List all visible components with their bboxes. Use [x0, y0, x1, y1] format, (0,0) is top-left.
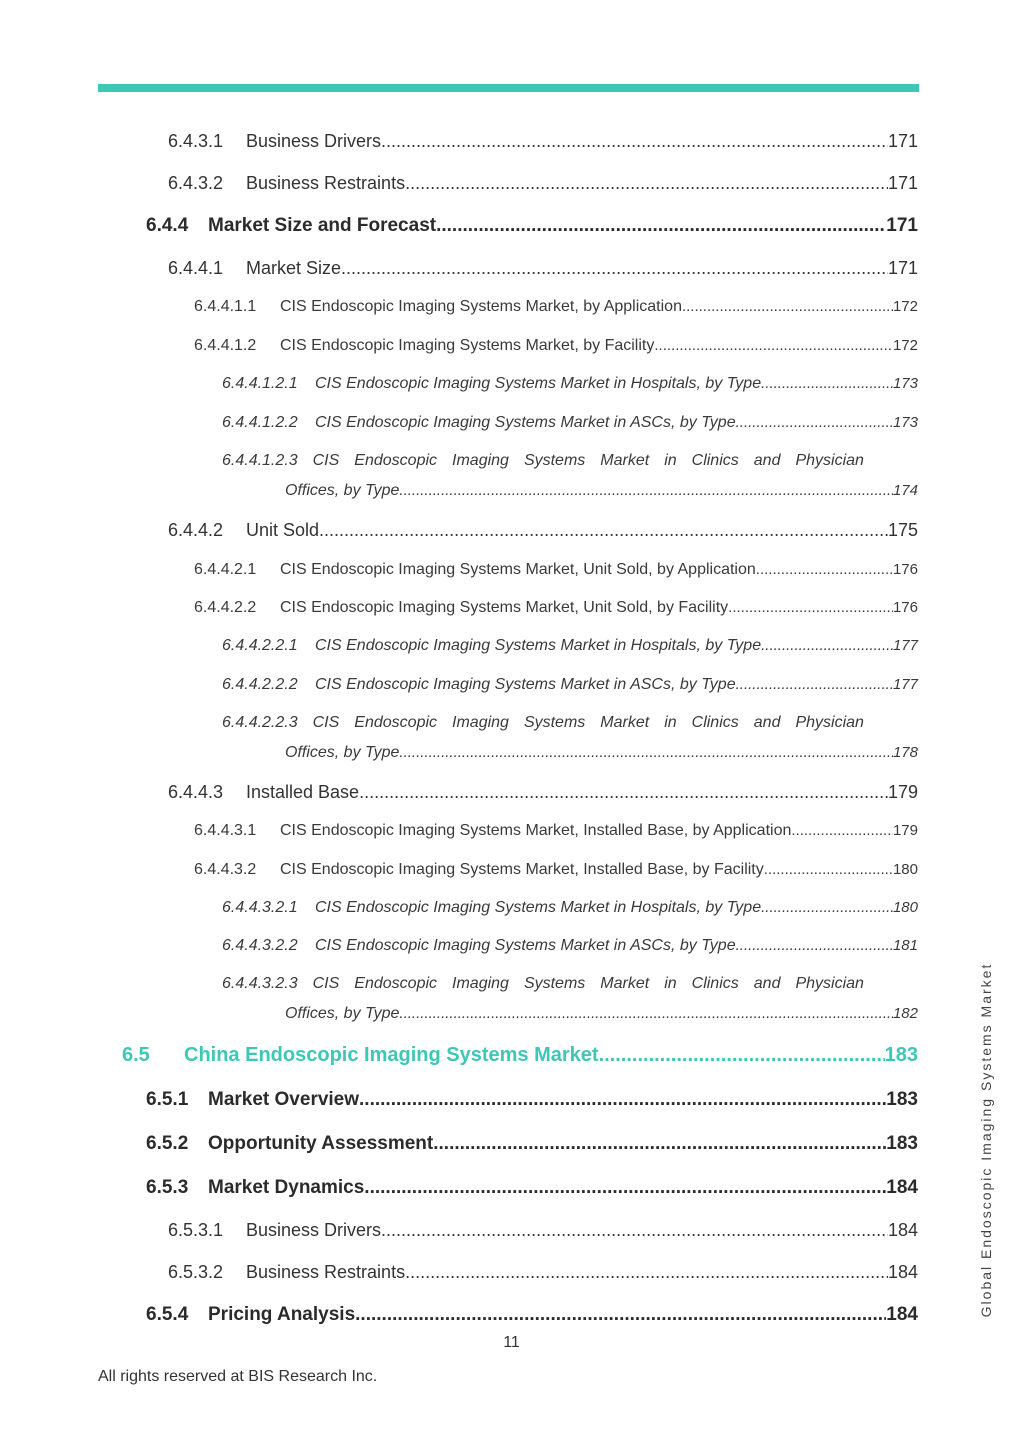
toc-entry-title-word: Endoscopic: [354, 975, 438, 992]
toc-entry[interactable]: [222, 637, 918, 655]
toc-entry-title: Offices, by Type: [285, 482, 400, 499]
dot-leader: [399, 1005, 893, 1022]
toc-entry-page: 177: [892, 637, 918, 654]
toc-entry-title: CIS Endoscopic Imaging Systems Market in ASCs, by Type: [315, 937, 736, 954]
dot-leader: [756, 561, 893, 578]
toc-entry-number: 6.4.4.3.2.2: [222, 937, 298, 954]
toc-entry-page: 179: [887, 782, 918, 802]
toc-entry-number: 6.5: [122, 1044, 150, 1066]
toc-entry-title: CIS Endoscopic Imaging Systems Market, by Application: [280, 298, 682, 315]
toc-entry-title-word: Imaging: [452, 452, 509, 469]
toc-entry[interactable]: [168, 173, 918, 194]
toc-entry[interactable]: [168, 520, 918, 541]
toc-entry-page: 184: [887, 1220, 918, 1240]
toc-entry-title: Business Restraints: [246, 173, 406, 193]
toc-entry-page: 183: [886, 1133, 918, 1154]
toc-entry-title-word: in: [664, 714, 677, 731]
toc-entry-number: 6.4.4: [146, 215, 189, 236]
toc-entry-page: 184: [887, 1262, 918, 1282]
toc-entry-title-word: and: [753, 975, 781, 992]
toc-entry-page: 173: [892, 414, 918, 431]
toc-entry-title-word: Endoscopic: [354, 452, 438, 469]
toc-entry[interactable]: [194, 298, 918, 316]
toc-entry-title-word: and: [753, 714, 781, 731]
toc-entry-number: 6.4.4.1.2.3: [222, 452, 298, 469]
toc-entry-number: 6.4.3.1: [168, 131, 224, 151]
dot-leader: [319, 520, 888, 541]
toc-entry-title: Business Drivers: [246, 1220, 382, 1240]
dot-leader: [436, 215, 886, 237]
dot-leader: [736, 676, 893, 693]
toc-entry-page: 180: [892, 899, 918, 916]
toc-entry-page: 175: [887, 520, 918, 540]
toc-entry-title: Offices, by Type: [285, 1005, 400, 1022]
toc-entry-page: 174: [892, 482, 918, 499]
dot-leader: [736, 937, 893, 954]
toc-entry-title-word: Systems: [523, 452, 586, 469]
toc-entry-number: 6.4.4.3.2.3: [222, 975, 298, 992]
dot-leader: [599, 1044, 885, 1067]
dot-leader: [359, 782, 888, 803]
toc-entry-title: Opportunity Assessment: [208, 1133, 434, 1154]
toc-entry-number: 6.4.4.2.1: [194, 561, 257, 578]
toc-entry-title: CIS Endoscopic Imaging Systems Market in Hospitals, by Type: [315, 375, 762, 392]
toc-entry-title-word: CIS: [312, 714, 340, 731]
dot-leader: [761, 637, 893, 654]
toc-entry-number: 6.4.4.3: [168, 782, 224, 802]
toc-entry[interactable]: [194, 599, 918, 617]
toc-entry-number: 6.4.4.2.2: [194, 599, 257, 616]
toc-entry-title: CIS Endoscopic Imaging Systems Market, Unit Sold, by Application: [280, 561, 756, 578]
dot-leader: [791, 822, 893, 839]
dot-leader: [381, 1220, 888, 1241]
toc-entry-page: 182: [892, 1005, 918, 1022]
toc-entry-title: CIS Endoscopic Imaging Systems Market, Installed Base, by Facility: [280, 861, 764, 878]
toc-entry-number: 6.4.3.2: [168, 173, 224, 193]
toc-entry-page: 171: [887, 131, 918, 151]
toc-entry-title-word: Physician: [795, 714, 864, 731]
dot-leader: [399, 744, 893, 761]
toc-entry-title-word: Clinics: [691, 975, 739, 992]
toc-entry-number: 6.5.2: [146, 1133, 189, 1154]
toc-entry-title-word: in: [664, 452, 677, 469]
toc-section-entry[interactable]: [146, 215, 918, 237]
dot-leader: [405, 1262, 888, 1283]
toc-entry-number: 6.4.4.1.2.1: [222, 375, 298, 392]
toc-entry-number: 6.4.4.2.2.1: [222, 637, 298, 654]
toc-entry-title: Market Dynamics: [208, 1177, 365, 1198]
toc-entry-page: 173: [892, 375, 918, 392]
toc-entry-number: 6.4.4.1: [168, 258, 224, 278]
toc-entry[interactable]: [168, 782, 918, 803]
toc-entry-title-word: Imaging: [452, 975, 509, 992]
toc-entry-title-word: CIS: [312, 452, 340, 469]
toc-entry-page: 178: [892, 744, 918, 761]
toc-entry-page: 171: [887, 173, 918, 193]
toc-entry-page: 176: [892, 599, 918, 616]
side-title-text: Global Endoscopic Imaging Systems Market: [978, 962, 994, 1318]
toc-entry-number: 6.4.4.2.2.2: [222, 676, 298, 693]
toc-entry-page: 179: [892, 822, 918, 839]
toc-entry-number: 6.4.4.1.1: [194, 298, 257, 315]
toc-entry-number: 6.4.4.1.2.2: [222, 414, 298, 431]
dot-leader: [341, 258, 888, 279]
toc-entry-title: CIS Endoscopic Imaging Systems Market, Unit Sold, by Facility: [280, 599, 729, 616]
toc-entry-page: 171: [886, 215, 918, 236]
toc-entry-title: Offices, by Type: [285, 744, 400, 761]
toc-entry-title: CIS Endoscopic Imaging Systems Market, Installed Base, by Application: [280, 822, 792, 839]
toc-entry-title: Installed Base: [246, 782, 360, 802]
toc-entry-title: Unit Sold: [246, 520, 320, 540]
dot-leader: [728, 599, 893, 616]
toc-entry-title-word: CIS: [312, 975, 340, 992]
toc-entry-page: 177: [892, 676, 918, 693]
toc-entry[interactable]: [194, 822, 918, 840]
dot-leader: [736, 414, 893, 431]
toc-entry-number: 6.4.4.2: [168, 520, 224, 540]
toc-entry-title: Market Size and Forecast: [208, 215, 437, 236]
toc-entry[interactable]: [168, 258, 918, 279]
toc-entry-page: 172: [892, 298, 918, 315]
toc-entry[interactable]: [222, 375, 918, 393]
toc-entry-title-word: Systems: [523, 714, 586, 731]
toc-entry-number: 6.5.1: [146, 1089, 189, 1110]
toc-entry-page: 171: [887, 258, 918, 278]
toc-entry-title-word: and: [753, 452, 781, 469]
toc-entry-page: 183: [886, 1089, 918, 1110]
toc-entry[interactable]: [168, 1220, 918, 1241]
toc-entry-title-word: Systems: [523, 975, 586, 992]
toc-entry[interactable]: [194, 561, 918, 579]
toc-entry-title-word: Market: [600, 714, 650, 731]
toc-entry-title-word: in: [664, 975, 677, 992]
toc-entry-title: Business Restraints: [246, 1262, 406, 1282]
toc-entry-number: 6.4.4.3.2: [194, 861, 257, 878]
toc-entry-title: Market Size: [246, 258, 342, 278]
footer-copyright: All rights reserved at BIS Research Inc.: [98, 1368, 378, 1385]
toc-entry-number: 6.4.4.1.2: [194, 337, 257, 354]
toc-entry-number: 6.4.4.3.2.1: [222, 899, 298, 916]
dot-leader: [405, 173, 888, 194]
toc-entry-title-word: Physician: [795, 975, 864, 992]
toc-entry-page: 176: [892, 561, 918, 578]
toc-entry-title: Market Overview: [208, 1089, 360, 1110]
page-number: 11: [503, 1334, 520, 1351]
toc-entry-title-word: Clinics: [691, 714, 739, 731]
toc-entry-page: 184: [886, 1177, 918, 1198]
dot-leader: [364, 1177, 886, 1199]
toc-entry-title: CIS Endoscopic Imaging Systems Market in Hospitals, by Type: [315, 899, 762, 916]
dot-leader: [682, 298, 893, 315]
toc-section-entry[interactable]: [146, 1177, 918, 1199]
toc-entry[interactable]: [194, 861, 918, 879]
dot-leader: [761, 899, 893, 916]
toc-entry-title: China Endoscopic Imaging Systems Market: [184, 1044, 599, 1066]
toc-entry-page: 181: [892, 937, 918, 954]
toc-entry-number: 6.4.4.2.2.3: [222, 714, 298, 731]
toc-entry-title: Pricing Analysis: [208, 1304, 356, 1325]
toc-entry[interactable]: [222, 676, 918, 694]
toc-entry-number: 6.5.3.2: [168, 1262, 224, 1282]
toc-entry-title-word: Imaging: [452, 714, 509, 731]
dot-leader: [761, 375, 893, 392]
toc-entry-title-word: Market: [600, 452, 650, 469]
dot-leader: [433, 1133, 886, 1155]
toc-section-entry[interactable]: [146, 1304, 918, 1326]
toc-entry-title: CIS Endoscopic Imaging Systems Market, by Facility: [280, 337, 655, 354]
toc-entry[interactable]: [222, 937, 918, 955]
toc-entry-title-word: Market: [600, 975, 650, 992]
toc-entry[interactable]: [222, 899, 918, 917]
toc-entry-title: CIS Endoscopic Imaging Systems Market in Hospitals, by Type: [315, 637, 762, 654]
dot-leader: [381, 131, 888, 152]
dot-leader: [654, 337, 893, 354]
toc-entry[interactable]: [222, 414, 918, 432]
dot-leader: [764, 861, 893, 878]
toc-entry-number: 6.5.4: [146, 1304, 189, 1325]
toc-section-entry[interactable]: [122, 1044, 918, 1067]
toc-entry-page: 180: [892, 861, 918, 878]
toc-entry-title: Business Drivers: [246, 131, 382, 151]
toc-entry-number: 6.5.3: [146, 1177, 189, 1198]
toc-entry-page: 184: [886, 1304, 918, 1325]
toc-entry[interactable]: [194, 337, 918, 355]
toc-entry-number: 6.4.4.3.1: [194, 822, 257, 839]
toc-section-entry[interactable]: [146, 1089, 918, 1111]
toc-entry-title: CIS Endoscopic Imaging Systems Market in ASCs, by Type: [315, 414, 736, 431]
toc-section-entry[interactable]: [146, 1133, 918, 1155]
toc-entry[interactable]: [168, 1262, 918, 1283]
toc-entry-page: 183: [884, 1044, 918, 1066]
dot-leader: [399, 482, 893, 499]
dot-leader: [359, 1089, 886, 1111]
toc-entry-page: 172: [892, 337, 918, 354]
toc-entry[interactable]: [168, 131, 918, 152]
toc-entry-title: CIS Endoscopic Imaging Systems Market in ASCs, by Type: [315, 676, 736, 693]
toc-entry-title-word: Clinics: [691, 452, 739, 469]
toc-entry-number: 6.5.3.1: [168, 1220, 224, 1240]
toc-entry-title-word: Physician: [795, 452, 864, 469]
toc-entry-title-word: Endoscopic: [354, 714, 438, 731]
dot-leader: [355, 1304, 886, 1326]
